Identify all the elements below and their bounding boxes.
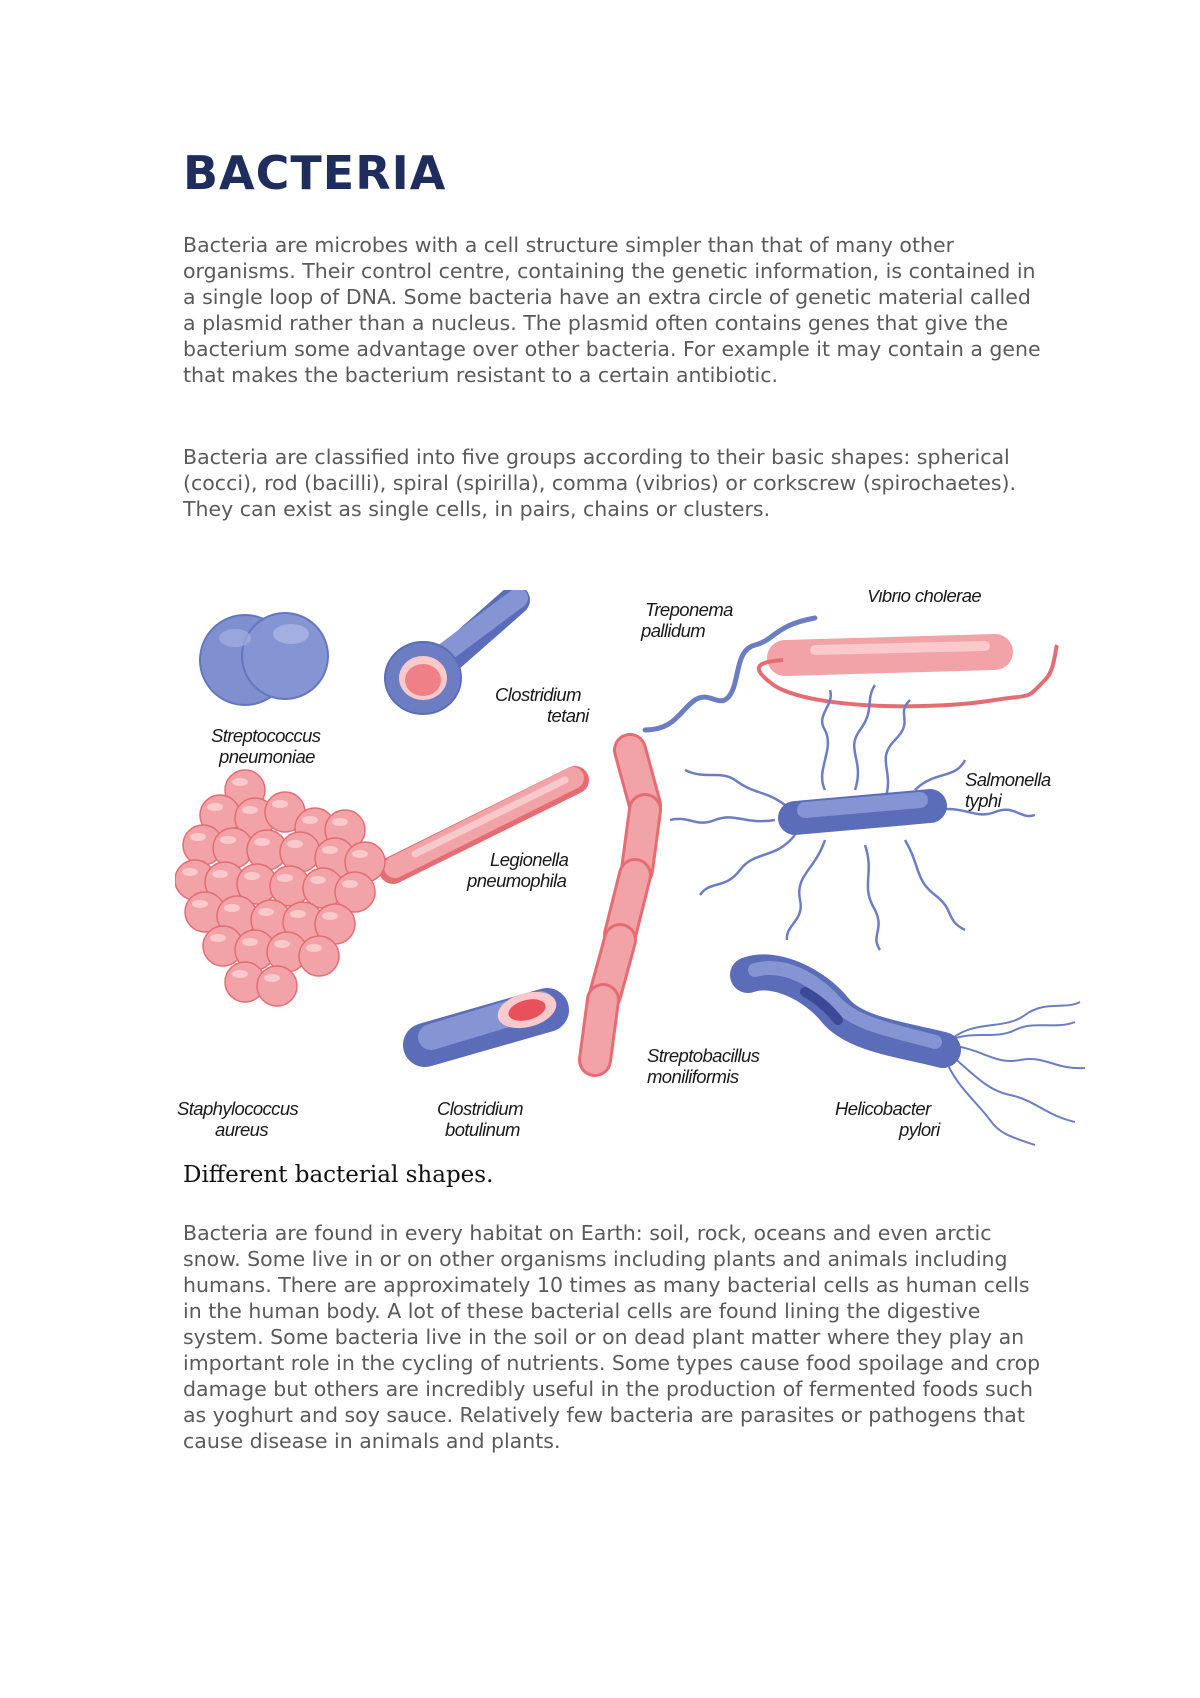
label-staphylococcus-line1: Staphylococcus	[177, 1098, 299, 1119]
label-vibrio: Vibrio cholerae	[867, 590, 982, 606]
staph-cell-highlight	[224, 904, 240, 912]
svg-text:Helicobacter	[835, 1098, 932, 1119]
staph-cell-highlight	[232, 970, 248, 978]
staphylococcus-aureus-illustration	[175, 770, 385, 1006]
staph-cell-highlight	[207, 803, 223, 811]
page-title: BACTERIA	[183, 146, 447, 200]
label-legionella-line1: Legionella	[490, 849, 569, 870]
label-clostridium-botulinum-line1: Clostridium	[437, 1098, 523, 1119]
svg-text:Streptococcus	[211, 725, 321, 746]
staph-cell-highlight	[192, 900, 208, 908]
label-clostridium-botulinum-line2: botulinum	[445, 1119, 520, 1140]
staph-cell-highlight	[254, 838, 270, 846]
label-treponema-line1: Treponema	[645, 599, 733, 620]
label-treponema-line2: pallidum	[641, 620, 706, 641]
svg-text:Streptobacillus	[647, 1045, 760, 1066]
figure-caption: Different bacterial shapes.	[183, 1162, 494, 1188]
staph-cell-highlight	[212, 870, 228, 878]
svg-text:botulinum	[445, 1119, 520, 1140]
intro-paragraph: Bacteria are microbes with a cell structure simpler than that of many other organisms. Their control centre, containing the genetic information, is contained in a single loop of DNA. Some bacteria have an extra circle of genetic material called a plasmid rather than a nucleus. The plasmid often contains genes that give the bacterium some advantage over other bacteria. For example it may contain a gene that makes the bacterium resistant to a certain antibiotic.	[183, 233, 1041, 387]
staph-cell-highlight	[290, 910, 306, 918]
staph-cell-highlight	[310, 876, 326, 884]
svg-text:typhi	[965, 790, 1003, 811]
classification-paragraph: Bacteria are classified into five groups according to their basic shapes: spherical (cocci), rod (bacilli), spiral (spirilla), comma (vibrios) or corkscrew (spirochaetes). They can exist as single cells, in pairs, chains or clusters.	[183, 445, 1017, 521]
staph-cell-highlight	[302, 816, 318, 824]
habitat-paragraph: Bacteria are found in every habitat on Earth: soil, rock, oceans and even arctic snow. Some live in or on other organisms including plants and animals including humans. There are approximately 10 times as many bacterial cells as human cells in the human body. A lot of these bacterial cells are found lining the digestive system. Some bacteria live in the soil or on dead plant matter where they play an important role in the cycling of nutrients. Some types cause food spoilage and crop damage but others are incredibly useful in the production of fermented foods such as yoghurt and soy sauce. Relatively few bacteria are parasites or pathogens that cause disease in animals and plants.	[183, 1221, 1041, 1453]
label-legionella-line2: pneumophila	[467, 870, 567, 891]
staph-cell-highlight	[277, 874, 293, 882]
svg-text:Clostridium	[495, 684, 581, 705]
svg-text:pneumophila	[466, 870, 567, 891]
staph-cell-highlight	[342, 880, 358, 888]
staph-cell-highlight	[264, 974, 280, 982]
svg-text:tetani	[547, 705, 590, 726]
staph-cell	[257, 966, 297, 1006]
label-streptococcus-line1: Streptococcus	[211, 725, 321, 746]
label-clostridium-tetani-line2: tetani	[547, 705, 589, 726]
label-helicobacter-line1: Helicobacter	[835, 1098, 931, 1119]
clostridium-botulinum-illustration	[425, 986, 560, 1045]
svg-text:pylori	[898, 1119, 941, 1140]
staph-cell-highlight	[306, 944, 322, 952]
staph-cell-highlight	[232, 778, 248, 786]
staph-cell-highlight	[352, 850, 368, 858]
label-streptobacillus-line1: Streptobacillus	[647, 1045, 760, 1066]
svg-text:moniliformis	[647, 1066, 739, 1087]
salmonella-body	[795, 800, 930, 818]
label-clostridium-tetani-line1: Clostridium	[495, 684, 581, 705]
svg-text:pallidum	[640, 620, 705, 641]
label-helicobacter-line2: pylori	[899, 1119, 940, 1140]
svg-text:Treponema	[645, 599, 733, 620]
staph-cell-highlight	[242, 806, 258, 814]
staph-cell-highlight	[190, 833, 206, 841]
staph-cell-highlight	[182, 868, 198, 876]
staph-cell-highlight	[210, 934, 226, 942]
staph-cell-highlight	[287, 840, 303, 848]
staph-cell-highlight	[244, 872, 260, 880]
svg-text:Clostridium	[437, 1098, 523, 1119]
label-salmonella-line1: Salmonella	[965, 769, 1051, 790]
svg-text:Legionella	[490, 849, 569, 870]
svg-text:Staphylococcus	[177, 1098, 299, 1119]
staph-cell-highlight	[274, 940, 290, 948]
staph-cell-highlight	[332, 818, 348, 826]
svg-text:Vibrio cholerae	[867, 590, 981, 606]
staph-cell-highlight	[322, 846, 338, 854]
label-streptococcus-line2: pneumoniae	[219, 746, 315, 767]
label-streptobacillus-line2: moniliformis	[647, 1066, 739, 1087]
svg-text:Salmonella	[965, 769, 1051, 790]
label-staphylococcus-line2: aureus	[215, 1119, 268, 1140]
staph-cell-highlight	[242, 938, 258, 946]
streptococcus-pneumoniae-illustration	[200, 613, 328, 705]
staph-cell	[299, 936, 339, 976]
streptobacillus-segment-fill	[595, 1000, 603, 1060]
staph-cell-highlight	[220, 836, 236, 844]
svg-text:pneumoniae	[218, 746, 315, 767]
svg-text:aureus	[215, 1119, 268, 1140]
staph-cell-highlight	[258, 908, 274, 916]
streptobacillus-moniliformis-illustration	[595, 750, 645, 1060]
vibrio-cholerae-illustration	[759, 645, 1057, 706]
bacteria-illustration	[175, 590, 1105, 1160]
label-salmonella-line2: typhi	[965, 790, 1002, 811]
staph-cell-highlight	[322, 912, 338, 920]
staph-cell-highlight	[272, 800, 288, 808]
